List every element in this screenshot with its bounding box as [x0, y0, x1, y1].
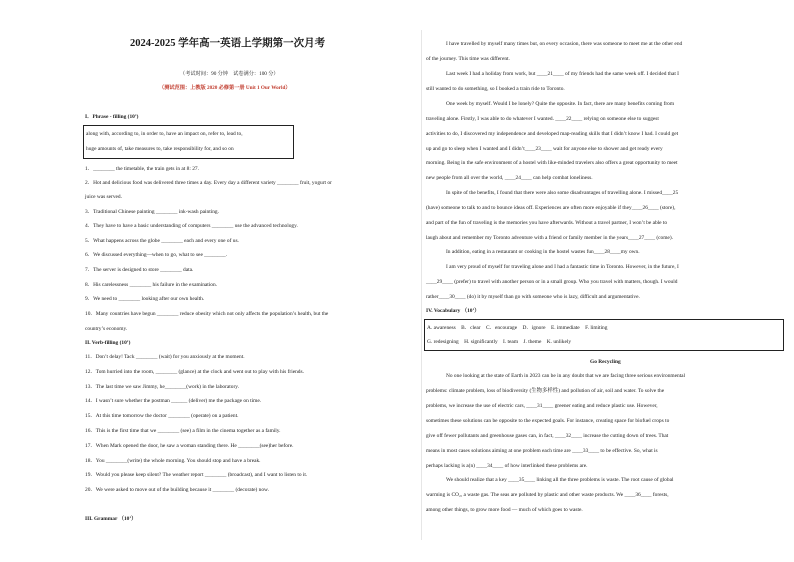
passage-line-18: rather____30____ (do) it by myself than go with someone who is lazy, difficult and argumentative. — [426, 294, 640, 300]
passage-line-16: I am very proud of myself for traveling alone and I had a fantastic time in Toronto. However, in the future, I — [446, 264, 679, 270]
question-9: 9．We need to ________ looking after our own health. — [85, 296, 205, 302]
exam-title: 2024-2025 学年高一英语上学期第一次月考 — [130, 38, 326, 49]
question-11: 11．Don’t delay! Tack ________ (wait) for you anxiously at the moment. — [85, 354, 245, 360]
recycling-line-6: means in most cases solutions aiming at one problem each time are ____33____ to be effective. So, what is — [426, 448, 658, 454]
recycling-line-8: We should realize that a key ____35____ linking all the three problems is waste. The root cause of global — [446, 477, 674, 483]
question-18: 18．You ________(write) the whole morning. You should stop and have a break. — [85, 458, 261, 464]
question-1: 1．________ the timetable, the train gets in at 8: 27. — [85, 166, 199, 172]
passage-line-4: still wanted to do something, so I booked a train ride to Toronto. — [426, 86, 565, 92]
passage-line-11: In spite of the benefits, I found that there were also some disadvantages of travelling alone. I missed____25 — [446, 190, 679, 196]
question-20: 20．We were asked to move out of the building because it ________ (decorate) now. — [85, 487, 269, 493]
passage-line-3: Last week I had a holiday from work, but ____21____ of my friends had the same week off. I decided that I — [446, 71, 679, 77]
passage-line-8: up and go to sleep when I wanted and I didn’t____23____ wait for anyone else to shower and get ready every — [426, 146, 663, 152]
question-8: 8．His carelessness ________ his failure in the examination. — [85, 282, 218, 288]
passage-title: Go Recycling — [590, 359, 621, 365]
passage-line-10: new people from all over the world, ____24____ can help combat loneliness. — [426, 175, 593, 181]
vocabulary-options-box — [424, 319, 784, 351]
question-5: 5．What happens across the globe ________ each and every one of us. — [85, 238, 239, 244]
vocab-options-row-1: A. awareness B．clear C．encourage D．ignore E. immediate F. limiting — [427, 325, 608, 331]
recycling-line-5: give off fewer pollutants and greenhouse gases can, in fact, ____32____ increase the cutting down of trees. That — [426, 433, 669, 439]
question-3: 3．Traditional Chinese painting ________ ink-wash painting. — [85, 209, 219, 215]
passage-line-15: In addition, eating in a restaurant or cooking in the hostel wastes fun____28____my own. — [446, 249, 640, 255]
exam-info: （考试时间：90 分钟 试卷满分：100 分） — [180, 71, 279, 77]
recycling-line-4: sometimes these solutions can be opposite to the expected goals. For instance, creating space for biofuel crops to — [426, 418, 670, 424]
passage-line-12: (have) someone to talk to and to bounce ideas off. Experiences are often more enjoyable if they____26____ (store), — [426, 205, 676, 211]
column-divider — [421, 30, 422, 540]
question-12: 12．Tom hurried into the room, ________ (glance) at the clock and went out to play with his friends. — [85, 369, 304, 375]
question-7: 7．The server is designed to store ________ data. — [85, 267, 194, 273]
passage-line-2: of the journey. This time was different. — [426, 56, 510, 62]
recycling-line-1: No one looking at the state of Earth in 2023 can be in any doubt that we are facing three serious environmental — [446, 373, 686, 379]
passage-line-6: traveling alone. Firstly, I was able to do whatever I wanted. ____22____ relying on someone else to suggest — [426, 116, 659, 122]
question-2: 2．Hot and delicious food was delivered three times a day. Every day a different variety ________ fruit, yogurt or — [85, 180, 332, 186]
question-4: 4．They have to have a basic understanding of computers ________ use the advanced technology. — [85, 223, 298, 229]
question-10: 10．Many countries have begun ________ reduce obesity which not only affects the population’s health, but the — [85, 311, 329, 317]
recycling-line-3: problems, we increase the use of electric cars, ____31____ greener eating and reduce plastic use. However, — [426, 403, 658, 409]
section-3-heading: III. Grammar （10’） — [85, 516, 137, 522]
question-14: 14．I wasn’t sure whether the postman ______ (deliver) me the package on time. — [85, 398, 262, 404]
section-1-heading: I．Phrase - filling (10’) — [85, 114, 139, 120]
recycling-line-10: among other things, to grow more food — much of which goes to waste. — [426, 507, 583, 513]
passage-line-14: laugh about and remember my Toronto adventure with a friend or family member in the years____27____ (come). — [426, 235, 673, 241]
word-bank-line-1: along with, according to, in order to, have an impact on, refer to, lead to, — [86, 131, 243, 137]
passage-line-5: One week by myself. Would I be lonely? Quite the opposite. In fact, there are many benefits coming from — [446, 101, 675, 107]
question-19: 19．Would you please keep silent? The weather report ________ (broadcast), and I want to listen to it. — [85, 472, 308, 478]
question-13: 13．The last time we saw Jimmy, he________(work) in the laboratory. — [85, 384, 239, 390]
section-2-heading: II. Verb-filling (10’) — [85, 340, 131, 346]
passage-line-9: morning. Being in the safe environment of a hostel with like-minded travelers also offers a great opportunity to meet — [426, 160, 678, 166]
question-15: 15．At this time tomorrow the doctor ________ (operate) on a patient. — [85, 413, 239, 419]
passage-line-1: I have travelled by myself many times but, on every occasion, there was someone to meet me at the other end — [446, 41, 683, 47]
word-bank-line-2: huge amounts of, take measures to, take responsibility for, and so on — [86, 146, 234, 152]
exam-scope: （测试范围：上教版 2020 必修第一册 Unit 1 Our World） — [159, 85, 291, 91]
section-4-heading: IV. Vocabulary （10’） — [426, 308, 480, 314]
recycling-line-9: warming is CO₂, a waste gas. The seas are polluted by plastic and other waste products. We ____36____ forests, — [426, 492, 669, 498]
recycling-line-7: perhaps lacking is a(n) ____34____ of how interlinked these problems are. — [426, 463, 588, 469]
passage-line-17: ____29____ (prefer) to travel with another person or in a small group. Who you travel with matters, though. I would — [426, 279, 678, 285]
question-10-cont: country’s economy. — [85, 326, 128, 332]
passage-line-7: activities to do, I discovered my independence and developed map-reading skills that I didn’t know I had. I could get — [426, 131, 679, 137]
question-2-cont: juice was served. — [85, 194, 122, 200]
question-16: 16．This is the first time that we ________ (see) a film in the cinema together as a family. — [85, 428, 281, 434]
passage-line-13: and part of the fun of traveling is the memories you have afterwards. Without a travel partner, I won’t be able to — [426, 220, 668, 226]
question-17: 17．When Mark opened the door, he saw a woman standing there. He ________(see)her before. — [85, 443, 294, 449]
question-6: 6．We discussed everything—when to go, what to see ________. — [85, 252, 228, 258]
recycling-line-2: problems: climate problem, loss of biodiversity (生物多样性) and pollution of air, soil and water. To solve the — [426, 388, 665, 394]
vocab-options-row-2: G. redesigning H. significantly I. team J. theme K. unlikely — [427, 339, 572, 345]
